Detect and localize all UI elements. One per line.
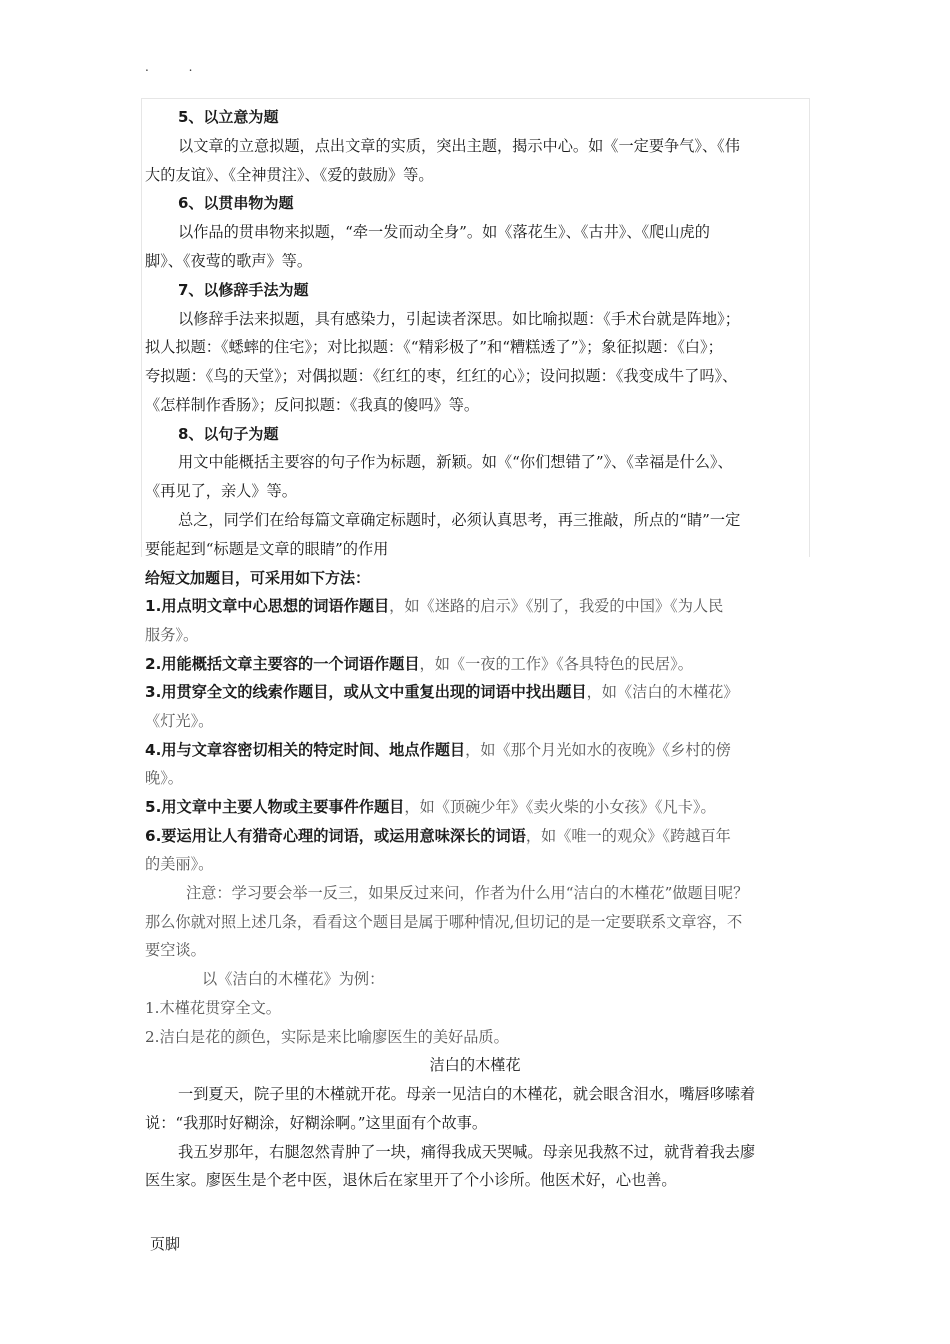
- method-3-examples: ，如《洁白的木槿花》: [586, 683, 739, 701]
- note-line-3: 要空谈。: [145, 941, 206, 959]
- method-5: [145, 797, 716, 817]
- method-4-line-2: 晚》。: [145, 769, 183, 787]
- method-6-bold: 6.要运用让人有猎奇心理的词语，或运用意味深长的词语: [145, 827, 526, 845]
- method-5-bold: 5.用文章中主要人物或主要事件作题目: [145, 798, 405, 816]
- section-7-heading: 7、以修辞手法为题: [178, 281, 309, 299]
- method-4-bold: 4.用与文章容密切相关的特定时间、地点作题目: [145, 741, 466, 759]
- method-1-bold: 1.用点明文章中心思想的词语作题目: [145, 597, 390, 615]
- method-4-examples: ，如《那个月光如水的夜晚》《乡村的傍: [465, 741, 731, 759]
- method-2-bold: 2.用能概括文章主要容的一个词语作题目: [145, 655, 420, 673]
- section-8-heading: 8、以句子为题: [178, 425, 279, 443]
- section-7-line-4: 《怎样制作香肠》；反问拟题：《我真的傻吗》等。: [145, 396, 480, 414]
- example-point-1: 1.木槿花贯穿全文。: [145, 999, 281, 1017]
- story-p1-line-2: 说：“我那时好糊涂，好糊涂啊。”这里面有个故事。: [145, 1114, 488, 1132]
- summary-line-1: 总之，同学们在给每篇文章确定标题时，必须认真思考，再三推敲，所点的“睛”一定: [178, 511, 741, 529]
- methods-title: 给短文加题目，可采用如下方法：: [145, 569, 371, 587]
- story-p2-line-2: 医生家。廖医生是个老中医，退休后在家里开了个小诊所。他医术好，心也善。: [145, 1171, 677, 1189]
- story-p2-line-1: 我五岁那年，右腿忽然青肿了一块，痛得我成天哭喊。母亲见我熬不过，就背着我去廖: [178, 1143, 756, 1161]
- summary-line-2: 要能起到“标题是文章的眼睛”的作用: [145, 540, 389, 558]
- method-5-examples: ，如《顶碗少年》《卖火柴的小女孩》《凡卡》。: [404, 798, 716, 816]
- example-intro: 以《洁白的木槿花》为例：: [202, 970, 385, 988]
- section-5-heading: 5、以立意为题: [178, 108, 279, 126]
- method-2: [145, 654, 693, 674]
- method-1: [145, 596, 723, 616]
- section-7-line-2: 拟人拟题：《蟋蟀的住宅》；对比拟题：《“精彩极了”和“糟糕透了”》；象征拟题：《白》；: [145, 338, 723, 356]
- method-3-line-2: 《灯光》。: [145, 712, 214, 730]
- section-8-line-2: 《再见了，亲人》等。: [145, 482, 297, 500]
- method-6-examples: ，如《唯一的观众》《跨越百年: [525, 827, 731, 845]
- section-5-line-1: 以文章的立意拟题，点出文章的实质，突出主题，揭示中心。如《一定要争气》、《伟: [178, 137, 740, 155]
- method-2-examples: ，如《一夜的工作》《各具特色的民居》。: [419, 655, 693, 673]
- story-p1-line-1: 一到夏天，院子里的木槿就开花。母亲一见洁白的木槿花，就会眼含泪水，嘴唇哆嗦着: [178, 1085, 756, 1103]
- section-6-heading: 6、以贯串物为题: [178, 194, 294, 212]
- section-7-line-1: 以修辞手法来拟题，具有感染力，引起读者深思。如比喻拟题：《手术台就是阵地》；: [178, 310, 740, 328]
- method-3: [145, 682, 738, 702]
- example-point-2: 2.洁白是花的颜色，实际是来比喻廖医生的美好品质。: [145, 1028, 509, 1046]
- section-6-line-1: 以作品的贯串物来拟题，“牵一发而动全身”。如《落花生》、《古井》、《爬山虎的: [178, 223, 710, 241]
- section-7-line-3: 夸拟题：《鸟的天堂》；对偶拟题：《红红的枣，红红的心》；设问拟题：《我变成牛了吗》、: [145, 367, 738, 385]
- method-4: [145, 740, 731, 760]
- method-6: [145, 826, 731, 846]
- section-8-line-1: 用文中能概括主要容的句子作为标题，新颖。如《“你们想错了”》、《幸福是什么》、: [178, 453, 733, 471]
- header-marks: . .: [145, 60, 211, 74]
- note-line-1: 注意：学习要会举一反三，如果反过来问，作者为什么用“洁白的木槿花”做题目呢？: [186, 884, 749, 902]
- method-3-bold: 3.用贯穿全文的线索作题目，或从文中重复出现的词语中找出题目: [145, 683, 587, 701]
- method-6-line-2: 的美丽》。: [145, 855, 214, 873]
- note-line-2: 那么你就对照上述几条，看看这个题目是属于哪种情况,但切记的是一定要联系文章容，不: [145, 913, 743, 931]
- method-1-line-2: 服务》。: [145, 626, 199, 644]
- method-1-examples: ，如《迷路的启示》《别了，我爱的中国》《为人民: [389, 597, 724, 615]
- section-5-line-2: 大的友谊》、《全神贯注》、《爱的鼓励》等。: [145, 166, 434, 184]
- story-title: 洁白的木槿花: [429, 1056, 521, 1074]
- page-footer: 页脚: [150, 1235, 181, 1253]
- section-6-line-2: 脚》、《夜莺的歌声》等。: [145, 252, 313, 270]
